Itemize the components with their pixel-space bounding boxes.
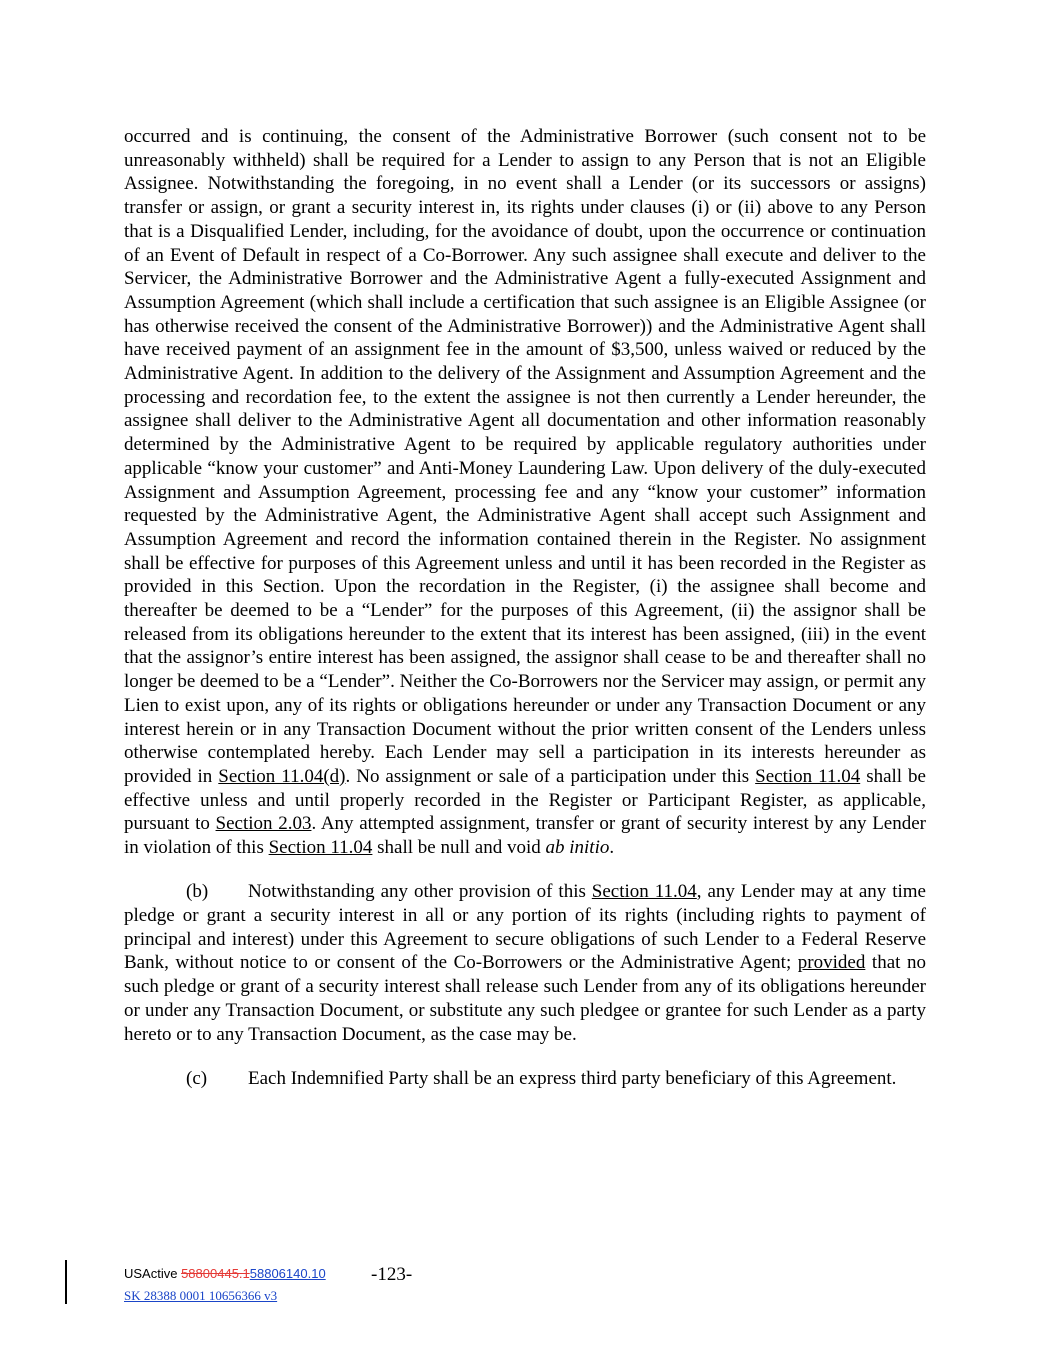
italic-term: ab initio (545, 837, 610, 859)
section-reference: Section 11.04 (755, 765, 861, 787)
deleted-doc-id: 58800445.1 (181, 1266, 250, 1281)
section-reference: Section 11.04 (268, 837, 373, 859)
section-reference: Section 11.04 (591, 881, 697, 903)
clause-label: (b) (186, 881, 209, 903)
footer-prefix: USActive (124, 1266, 182, 1281)
underlined-term: provided (797, 952, 866, 974)
paragraph-text: . No assignment or sale of a participation under this (345, 765, 756, 787)
page-number: -123- (371, 1264, 413, 1285)
footer-doc-reference: SK 28388 0001 10656366 v3 (124, 1288, 278, 1303)
section-reference: Section 2.03 (215, 813, 312, 835)
revision-change-bar (65, 1260, 67, 1304)
paragraph-b (124, 880, 926, 1046)
document-body (124, 125, 926, 1090)
paragraph-text: shall be null and void (372, 837, 546, 859)
inserted-doc-id: 58806140.10 (249, 1266, 326, 1281)
paragraph-text: that no such pledge or grant of a security interest shall release such Lender from any of its obligations hereunder or under any Transaction Document, or substitute any such pledgee or grantee for such Lender as a party hereto or to any Transaction Document, as the case may be. (124, 952, 926, 1045)
paragraph-text: Each Indemnified Party shall be an express third party beneficiary of this Agreement. (248, 1067, 897, 1089)
paragraph-a-continuation (124, 125, 926, 860)
paragraph-text: occurred and is continuing, the consent of the Administrative Borrower (such consent not to be unreasonably withheld) shall be required for a Lender to assign to any Person that is not an Eligible Assignee. Notwithstanding the foregoing, in no event shall a Lender (or its successors or assigns) transfer or assign, or grant a security interest in, its rights under clauses (i) or (ii) above to any Person that is a Disqualified Lender, including, for the avoidance of doubt, upon the occurrence or continuation of an Event of Default in respect of a Co-Borrower. Any such assignee shall execute and deliver to the Servicer, the Administrative Borrower and the Administrative Agent a fully-executed Assignment and Assumption Agreement (which shall include a certification that such assignee is an Eligible Assignee (or has otherwise received the consent of the Administrative Borrower)) and the Administrative Agent shall have received payment of an assignment fee in the amount of $3,500, unless waived or reduced by the Administrative Agent. In addition to the delivery of the Assignment and Assumption Agreement and the processing and recordation fee, to the extent the assignee is not then currently a Lender hereunder, the assignee shall deliver to the Administrative Agent all documentation and other information reasonably determined by the Administrative Agent to be required by applicable regulatory authorities under applicable “know your customer” and Anti-Money Laundering Law. Upon delivery of the duly-executed Assignment and Assumption Agreement, processing fee and any “know your customer” information requested by the Administrative Agent, the Administrative Agent shall accept such Assignment and Assumption Agreement and record the information contained therein in the Register. No assignment shall be effective for purposes of this Agreement unless and until it has been recorded in the Register as provided in this Section. Upon the recordation in the Register, (i) the assignee shall become and thereafter be deemed to be a “Lender” for the purposes of this Agreement, (ii) the assignor shall be released from its obligations hereunder to the extent that its interest has been assigned, (iii) in the event that the assignor’s entire interest has been assigned, the assignor shall cease to be and thereafter shall no longer be deemed to be a “Lender”. Neither the Co-Borrowers nor the Servicer may assign, or permit any Lien to exist upon, any of its rights or obligations hereunder or under any Transaction Document or any interest herein or in any Transaction Document without the prior written consent of the Lenders unless otherwise contemplated hereby. Each Lender may sell a participation in its interests hereunder as provided in (124, 126, 926, 787)
section-reference: Section 11.04(d) (218, 765, 346, 787)
paragraph-text: . (609, 837, 615, 859)
paragraph-c (124, 1067, 926, 1091)
paragraph-text: . Any attempted assignment, transfer or grant of security interest by any Lender in violation of this (124, 813, 926, 859)
clause-label: (c) (186, 1067, 208, 1089)
paragraph-text: Notwithstanding any other provision of this (248, 881, 592, 903)
footer-document-id (124, 1266, 326, 1281)
paragraph-text: , any Lender may at any time pledge or grant a security interest in all or any portion of its rights (including rights to payment of principal and interest) under this Agreement to secure obligations of such Lender to a Federal Reserve Bank, without notice to or consent of the Co-Borrowers or the Administrative Agent; (124, 881, 926, 974)
paragraph-text: shall be effective unless and until properly recorded in the Register or Participant Register, as applicable, pursuant to (124, 765, 926, 835)
